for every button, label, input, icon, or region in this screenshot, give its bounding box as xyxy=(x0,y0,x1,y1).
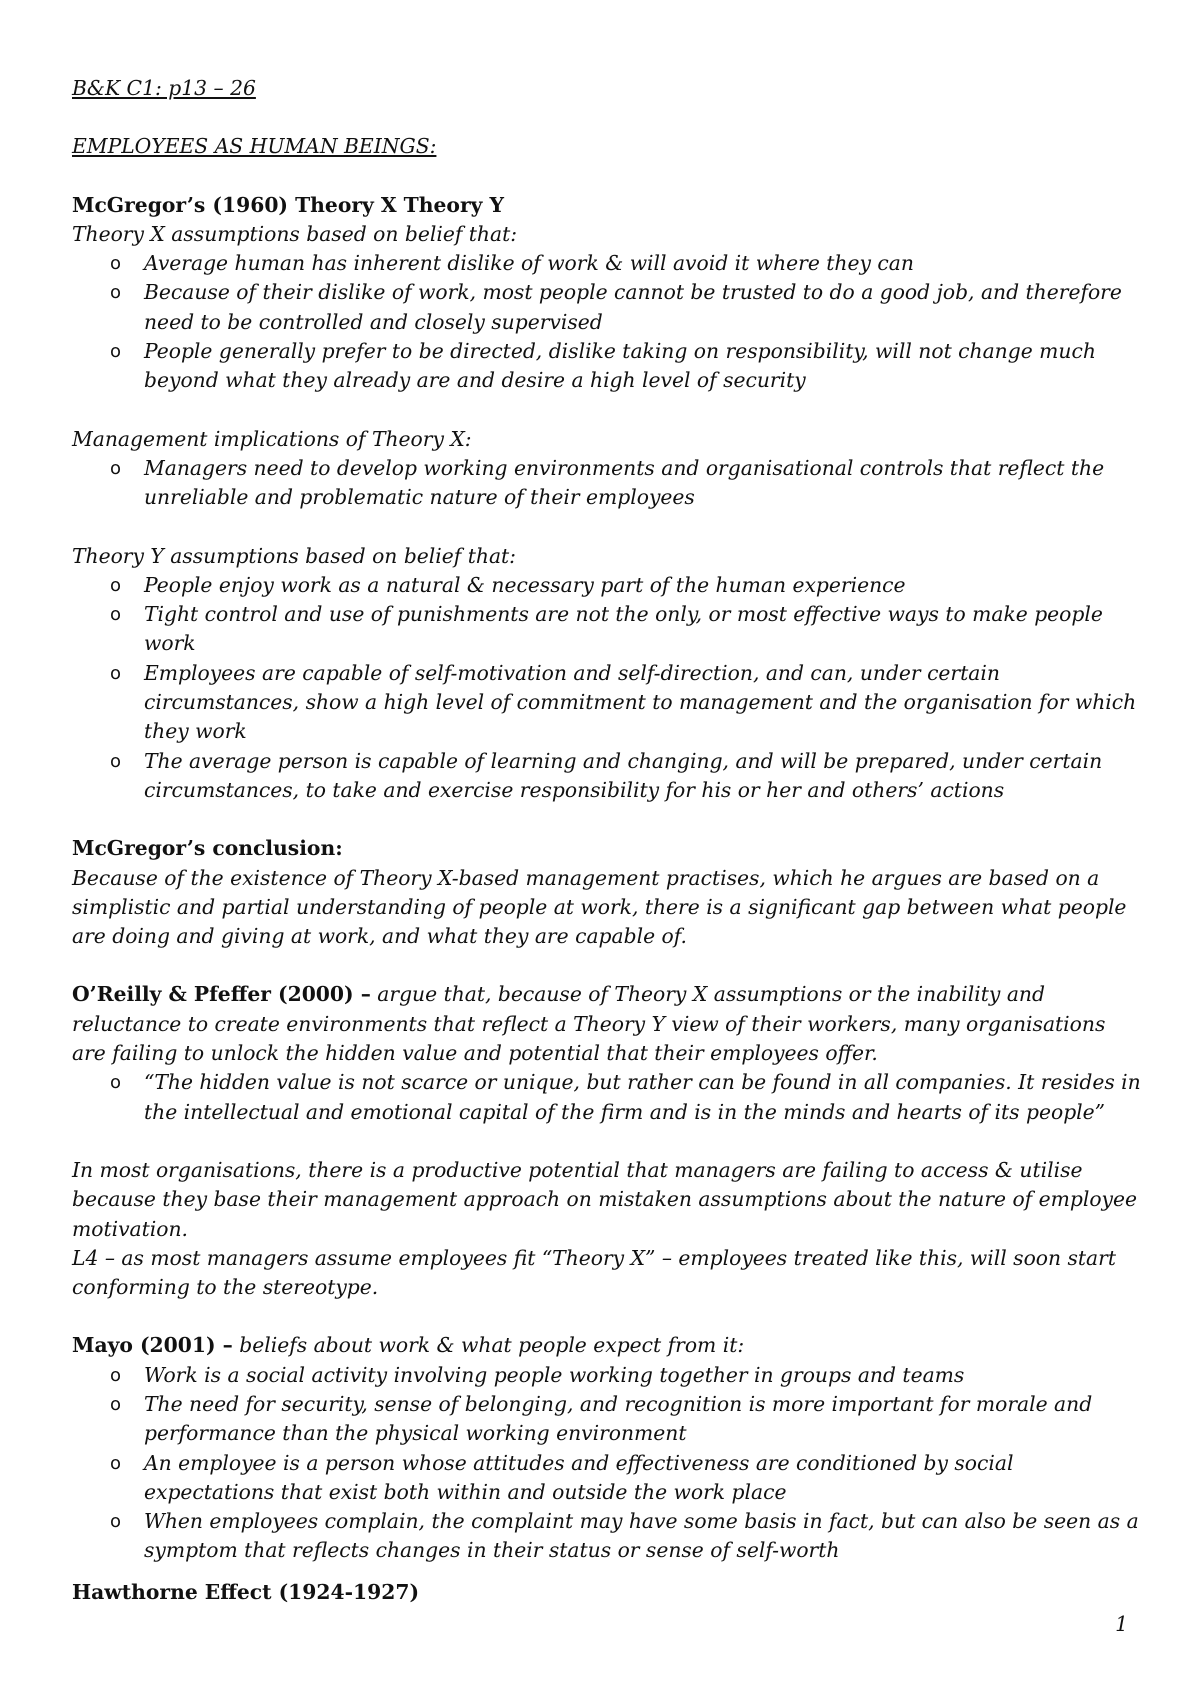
page-content xyxy=(72,74,1142,1566)
list-item: o Work is a social activity involving people working together in groups and teams xyxy=(72,1361,1142,1390)
page-number: 1 xyxy=(1115,1612,1128,1636)
oreilly-list xyxy=(72,1068,1142,1127)
l4-paragraph: L4 – as most managers assume employees fit “Theory X” – employees treated like this, will soon start conforming to the stereotype. xyxy=(72,1245,1116,1300)
list-item: o Because of their dislike of work, most people cannot be trusted to do a good job, and therefore need to be controlled and closely supervised xyxy=(110,280,1122,334)
oreilly-paragraph xyxy=(72,980,1142,1068)
chapter-reference: B&K C1: p13 – 26 xyxy=(72,76,256,100)
theory-x-intro: Theory X assumptions based on belief that: xyxy=(72,221,518,246)
theory-x-list xyxy=(72,249,1142,395)
theory-y-intro: Theory Y assumptions based on belief that: xyxy=(72,543,517,568)
list-item: o Employees are capable of self-motivation and self-direction, and can, under certain circumstances, show a high level of commitment to management and the organisation for which they work xyxy=(110,660,1137,744)
list-item: o The need for security, sense of belonging, and recognition is more important for morale and performance than the physical working environment xyxy=(110,1391,1093,1446)
list-item: o People generally prefer to be directed, dislike taking on responsibility, will not change much beyond what they already are and desire a high level of security xyxy=(110,339,1096,393)
conclusion-heading: McGregor’s conclusion: xyxy=(72,836,343,861)
productive-potential-paragraph: In most organisations, there is a productive potential that managers are failing to access & utilise because they base their management approach on mistaken assumptions about the nature of employee motivation. xyxy=(72,1157,1138,1241)
mayo-heading: Mayo (2001) – xyxy=(72,1333,233,1358)
bullet-icon: o xyxy=(110,1072,122,1094)
bullet-icon: o xyxy=(110,1393,122,1415)
oreilly-heading: O’Reilly & Pfeffer (2000) – xyxy=(72,982,371,1007)
bullet-icon: o xyxy=(110,574,122,596)
mayo-list xyxy=(72,1361,1142,1566)
list-item: o Managers need to develop working environments and organisational controls that reflect the unreliable and problematic nature of their employees xyxy=(110,455,1105,510)
implications-list xyxy=(72,454,1142,513)
list-item: o People enjoy work as a natural & necessary part of the human experience xyxy=(72,571,1142,600)
list-item: o Tight control and use of punishments are not the only, or most effective ways to make people work xyxy=(110,602,1103,656)
mayo-text: beliefs about work & what people expect from it: xyxy=(232,1333,745,1358)
list-item: o An employee is a person whose attitudes and effectiveness are conditioned by social expectations that exist both within and outside the work place xyxy=(110,1450,1014,1504)
bullet-icon: o xyxy=(110,1364,122,1386)
list-item: o The average person is capable of learning and changing, and will be prepared, under certain circumstances, to take and exercise responsibility for his or her and others’ actions xyxy=(110,748,1103,802)
oreilly-text: argue that, because of Theory X assumptions or the inability and reluctance to create environments that reflect a Theory Y view of their workers, many organisations are failing to unlock the hidden value and potential that their employees offer. xyxy=(72,982,1106,1066)
implications-intro: Management implications of Theory X: xyxy=(72,426,472,451)
list-item: o “The hidden value is not scarce or unique, but rather can be found in all companies. It resides in the intellectual and emotional capital of the firm and is in the minds and hearts of its people” xyxy=(110,1070,1141,1124)
bullet-icon: o xyxy=(110,341,122,363)
bullet-icon: o xyxy=(110,457,122,479)
bullet-icon: o xyxy=(110,604,122,626)
bullet-icon: o xyxy=(110,750,122,772)
list-item: o Average human has inherent dislike of work & will avoid it where they can xyxy=(72,249,1142,278)
bullet-icon: o xyxy=(110,1511,122,1533)
bullet-icon: o xyxy=(110,253,122,275)
list-item: o When employees complain, the complaint may have some basis in fact, but can also be seen as a symptom that reflects changes in their status or sense of self-worth xyxy=(110,1509,1139,1563)
conclusion-text: Because of the existence of Theory X-based management practises, which he argues are based on a simplistic and partial understanding of people at work, there is a significant gap between what people are doing and giving at work, and what they are capable of. xyxy=(72,865,1127,949)
mcgregor-heading: McGregor’s (1960) Theory X Theory Y xyxy=(72,192,504,217)
bullet-icon: o xyxy=(110,282,122,304)
theory-y-list xyxy=(72,571,1142,805)
section-title: EMPLOYEES AS HUMAN BEINGS: xyxy=(72,134,437,159)
mayo-paragraph xyxy=(72,1331,1142,1360)
bullet-icon: o xyxy=(110,1452,122,1474)
hawthorne-heading: Hawthorne Effect (1924-1927) xyxy=(72,1580,420,1604)
bullet-icon: o xyxy=(110,662,122,684)
